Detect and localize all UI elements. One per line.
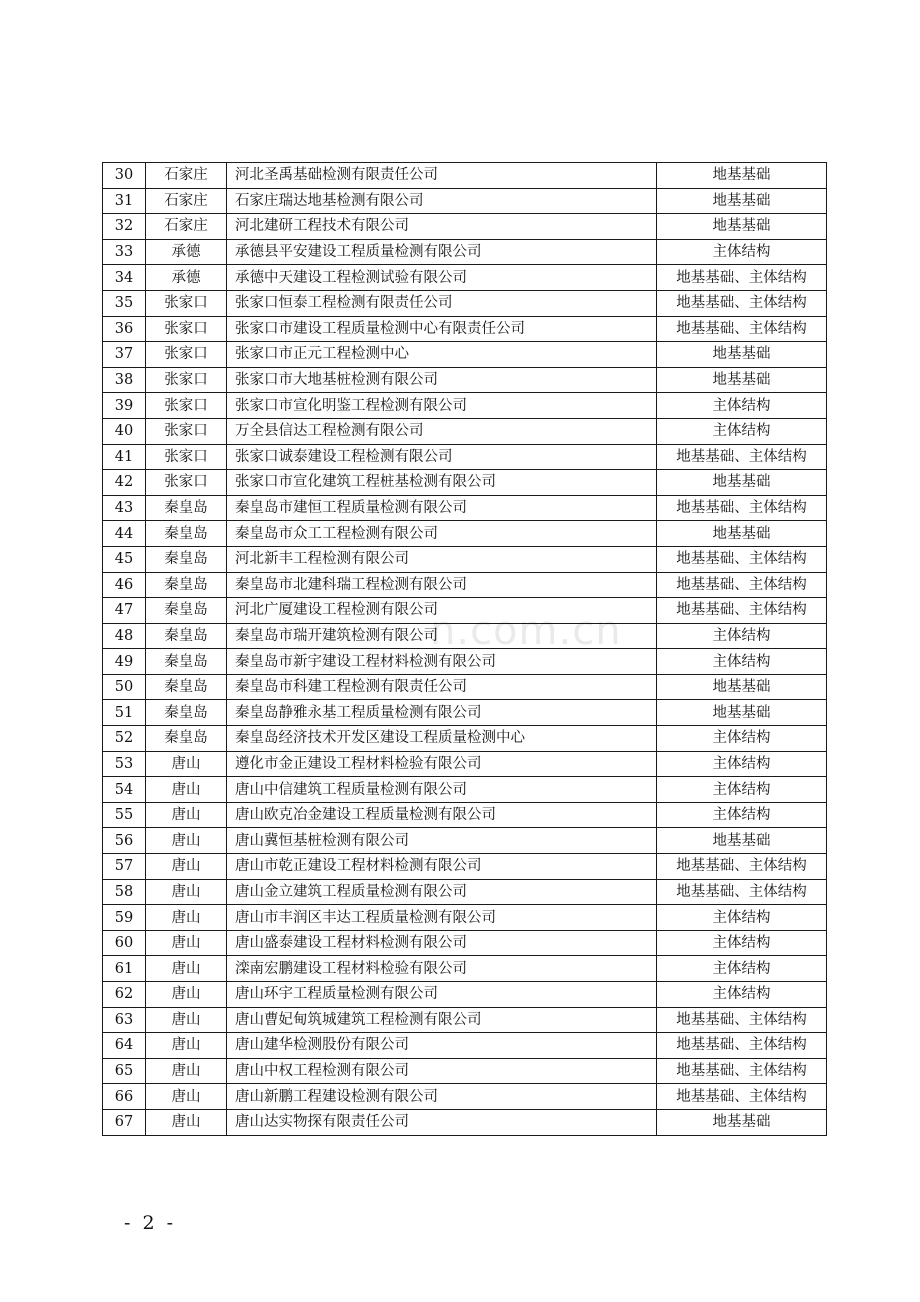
row-number: 35	[103, 290, 146, 316]
row-scope: 主体结构	[657, 930, 827, 956]
row-company-name: 唐山曹妃甸筑城建筑工程检测有限公司	[227, 1007, 657, 1033]
row-city: 唐山	[146, 751, 227, 777]
row-scope: 地基基础、主体结构	[657, 1084, 827, 1110]
row-scope: 地基基础、主体结构	[657, 290, 827, 316]
row-scope: 地基基础	[657, 470, 827, 496]
row-scope: 地基基础、主体结构	[657, 1058, 827, 1084]
row-scope: 主体结构	[657, 956, 827, 982]
row-city: 唐山	[146, 956, 227, 982]
row-scope: 主体结构	[657, 393, 827, 419]
row-number: 48	[103, 623, 146, 649]
row-city: 唐山	[146, 1084, 227, 1110]
row-company-name: 秦皇岛市瑞开建筑检测有限公司	[227, 623, 657, 649]
row-scope: 主体结构	[657, 982, 827, 1008]
row-company-name: 唐山达实物探有限责任公司	[227, 1109, 657, 1135]
row-company-name: 秦皇岛市建恒工程质量检测有限公司	[227, 495, 657, 521]
table-row	[103, 367, 827, 393]
row-scope: 地基基础	[657, 674, 827, 700]
row-company-name: 秦皇岛经济技术开发区建设工程质量检测中心	[227, 726, 657, 752]
row-city: 唐山	[146, 854, 227, 880]
row-scope: 地基基础、主体结构	[657, 1007, 827, 1033]
row-city: 唐山	[146, 1109, 227, 1135]
row-number: 31	[103, 188, 146, 214]
row-city: 秦皇岛	[146, 726, 227, 752]
row-number: 30	[103, 163, 146, 189]
table-row	[103, 495, 827, 521]
row-company-name: 唐山环宇工程质量检测有限公司	[227, 982, 657, 1008]
row-number: 32	[103, 214, 146, 240]
row-company-name: 唐山盛泰建设工程材料检测有限公司	[227, 930, 657, 956]
row-scope: 地基基础	[657, 342, 827, 368]
row-company-name: 秦皇岛市北建科瑞工程检测有限公司	[227, 572, 657, 598]
row-scope: 地基基础、主体结构	[657, 444, 827, 470]
table-row	[103, 239, 827, 265]
row-city: 秦皇岛	[146, 623, 227, 649]
row-scope: 主体结构	[657, 751, 827, 777]
table-row	[103, 598, 827, 624]
row-scope: 主体结构	[657, 649, 827, 675]
row-company-name: 唐山金立建筑工程质量检测有限公司	[227, 879, 657, 905]
row-scope: 主体结构	[657, 726, 827, 752]
table-row	[103, 956, 827, 982]
company-table	[102, 162, 827, 1136]
table-row	[103, 700, 827, 726]
row-company-name: 唐山冀恒基桩检测有限公司	[227, 828, 657, 854]
row-scope: 地基基础、主体结构	[657, 265, 827, 291]
row-company-name: 万全县信达工程检测有限公司	[227, 418, 657, 444]
table-row	[103, 726, 827, 752]
row-city: 唐山	[146, 982, 227, 1008]
row-number: 59	[103, 905, 146, 931]
row-number: 33	[103, 239, 146, 265]
row-city: 秦皇岛	[146, 572, 227, 598]
table-row	[103, 1033, 827, 1059]
row-company-name: 秦皇岛市新宇建设工程材料检测有限公司	[227, 649, 657, 675]
row-city: 张家口	[146, 316, 227, 342]
page-number: - 2 -	[124, 1212, 177, 1234]
row-number: 46	[103, 572, 146, 598]
table-row	[103, 163, 827, 189]
row-city: 石家庄	[146, 214, 227, 240]
row-city: 唐山	[146, 1033, 227, 1059]
row-city: 唐山	[146, 1058, 227, 1084]
row-city: 秦皇岛	[146, 649, 227, 675]
row-company-name: 唐山新鹏工程建设检测有限公司	[227, 1084, 657, 1110]
row-city: 张家口	[146, 290, 227, 316]
row-scope: 主体结构	[657, 239, 827, 265]
row-number: 37	[103, 342, 146, 368]
row-number: 42	[103, 470, 146, 496]
row-number: 47	[103, 598, 146, 624]
table-row	[103, 623, 827, 649]
row-number: 60	[103, 930, 146, 956]
row-city: 唐山	[146, 1007, 227, 1033]
table-row	[103, 802, 827, 828]
row-number: 57	[103, 854, 146, 880]
row-city: 秦皇岛	[146, 521, 227, 547]
row-number: 56	[103, 828, 146, 854]
table-row	[103, 470, 827, 496]
row-city: 唐山	[146, 879, 227, 905]
row-scope: 地基基础、主体结构	[657, 879, 827, 905]
table-row	[103, 879, 827, 905]
table-row	[103, 546, 827, 572]
watermark: n.com.cn	[430, 608, 622, 654]
row-city: 石家庄	[146, 163, 227, 189]
row-company-name: 秦皇岛市科建工程检测有限责任公司	[227, 674, 657, 700]
row-number: 66	[103, 1084, 146, 1110]
row-city: 秦皇岛	[146, 598, 227, 624]
row-scope: 地基基础、主体结构	[657, 598, 827, 624]
row-company-name: 河北新丰工程检测有限公司	[227, 546, 657, 572]
row-city: 承德	[146, 265, 227, 291]
row-company-name: 承德县平安建设工程质量检测有限公司	[227, 239, 657, 265]
row-scope: 主体结构	[657, 777, 827, 803]
row-company-name: 承德中天建设工程检测试验有限公司	[227, 265, 657, 291]
row-city: 张家口	[146, 342, 227, 368]
row-company-name: 张家口市宣化建筑工程桩基检测有限公司	[227, 470, 657, 496]
table-row	[103, 521, 827, 547]
row-company-name: 唐山欧克冶金建设工程质量检测有限公司	[227, 802, 657, 828]
row-city: 承德	[146, 239, 227, 265]
row-number: 41	[103, 444, 146, 470]
row-scope: 地基基础、主体结构	[657, 495, 827, 521]
table-row	[103, 572, 827, 598]
row-city: 张家口	[146, 444, 227, 470]
row-company-name: 河北建研工程技术有限公司	[227, 214, 657, 240]
table-row	[103, 444, 827, 470]
row-number: 54	[103, 777, 146, 803]
table-row	[103, 1058, 827, 1084]
row-number: 40	[103, 418, 146, 444]
row-scope: 主体结构	[657, 802, 827, 828]
row-company-name: 张家口市宣化明鉴工程检测有限公司	[227, 393, 657, 419]
row-company-name: 河北圣禹基础检测有限责任公司	[227, 163, 657, 189]
row-company-name: 张家口诚泰建设工程检测有限公司	[227, 444, 657, 470]
row-number: 39	[103, 393, 146, 419]
row-scope: 主体结构	[657, 418, 827, 444]
row-city: 张家口	[146, 393, 227, 419]
row-company-name: 张家口恒泰工程检测有限责任公司	[227, 290, 657, 316]
row-scope: 地基基础	[657, 367, 827, 393]
row-city: 张家口	[146, 470, 227, 496]
table-row	[103, 1084, 827, 1110]
table-row	[103, 649, 827, 675]
row-scope: 地基基础、主体结构	[657, 1033, 827, 1059]
row-number: 44	[103, 521, 146, 547]
row-number: 43	[103, 495, 146, 521]
row-company-name: 河北广厦建设工程检测有限公司	[227, 598, 657, 624]
row-city: 秦皇岛	[146, 674, 227, 700]
table-row	[103, 1007, 827, 1033]
table-row	[103, 418, 827, 444]
row-scope: 地基基础	[657, 214, 827, 240]
table-row	[103, 777, 827, 803]
row-company-name: 石家庄瑞达地基检测有限公司	[227, 188, 657, 214]
row-scope: 地基基础	[657, 828, 827, 854]
row-city: 唐山	[146, 828, 227, 854]
row-city: 张家口	[146, 418, 227, 444]
table-row	[103, 316, 827, 342]
row-number: 34	[103, 265, 146, 291]
row-company-name: 唐山市丰润区丰达工程质量检测有限公司	[227, 905, 657, 931]
row-city: 唐山	[146, 905, 227, 931]
row-scope: 地基基础、主体结构	[657, 546, 827, 572]
table-row	[103, 982, 827, 1008]
row-number: 64	[103, 1033, 146, 1059]
row-company-name: 张家口市正元工程检测中心	[227, 342, 657, 368]
row-number: 61	[103, 956, 146, 982]
table-row	[103, 1109, 827, 1135]
row-scope: 主体结构	[657, 623, 827, 649]
row-number: 38	[103, 367, 146, 393]
row-city: 唐山	[146, 802, 227, 828]
table-row	[103, 214, 827, 240]
row-number: 51	[103, 700, 146, 726]
row-scope: 地基基础	[657, 1109, 827, 1135]
table-row	[103, 342, 827, 368]
row-company-name: 滦南宏鹏建设工程材料检验有限公司	[227, 956, 657, 982]
row-number: 36	[103, 316, 146, 342]
table-row	[103, 674, 827, 700]
row-city: 秦皇岛	[146, 495, 227, 521]
table-row	[103, 290, 827, 316]
table-row	[103, 751, 827, 777]
row-scope: 地基基础	[657, 700, 827, 726]
row-number: 50	[103, 674, 146, 700]
row-company-name: 秦皇岛市众工工程检测有限公司	[227, 521, 657, 547]
table-row	[103, 188, 827, 214]
row-number: 49	[103, 649, 146, 675]
row-scope: 地基基础、主体结构	[657, 316, 827, 342]
row-number: 58	[103, 879, 146, 905]
row-scope: 地基基础、主体结构	[657, 572, 827, 598]
row-scope: 主体结构	[657, 905, 827, 931]
row-company-name: 张家口市建设工程质量检测中心有限责任公司	[227, 316, 657, 342]
row-number: 52	[103, 726, 146, 752]
row-number: 53	[103, 751, 146, 777]
table-row	[103, 828, 827, 854]
row-company-name: 秦皇岛静雅永基工程质量检测有限公司	[227, 700, 657, 726]
row-scope: 地基基础、主体结构	[657, 854, 827, 880]
row-company-name: 遵化市金正建设工程材料检验有限公司	[227, 751, 657, 777]
row-city: 石家庄	[146, 188, 227, 214]
row-number: 45	[103, 546, 146, 572]
row-company-name: 张家口市大地基桩检测有限公司	[227, 367, 657, 393]
row-number: 63	[103, 1007, 146, 1033]
row-scope: 地基基础	[657, 521, 827, 547]
table-row	[103, 854, 827, 880]
row-city: 秦皇岛	[146, 546, 227, 572]
row-company-name: 唐山中权工程检测有限公司	[227, 1058, 657, 1084]
row-city: 唐山	[146, 930, 227, 956]
row-number: 67	[103, 1109, 146, 1135]
row-number: 65	[103, 1058, 146, 1084]
row-company-name: 唐山建华检测股份有限公司	[227, 1033, 657, 1059]
table-row	[103, 905, 827, 931]
row-city: 秦皇岛	[146, 700, 227, 726]
table-row	[103, 930, 827, 956]
company-table-body	[103, 163, 827, 1136]
row-number: 55	[103, 802, 146, 828]
row-company-name: 唐山市乾正建设工程材料检测有限公司	[227, 854, 657, 880]
row-scope: 地基基础	[657, 163, 827, 189]
row-city: 张家口	[146, 367, 227, 393]
table-row	[103, 393, 827, 419]
row-city: 唐山	[146, 777, 227, 803]
table-row	[103, 265, 827, 291]
row-number: 62	[103, 982, 146, 1008]
row-company-name: 唐山中信建筑工程质量检测有限公司	[227, 777, 657, 803]
row-scope: 地基基础	[657, 188, 827, 214]
